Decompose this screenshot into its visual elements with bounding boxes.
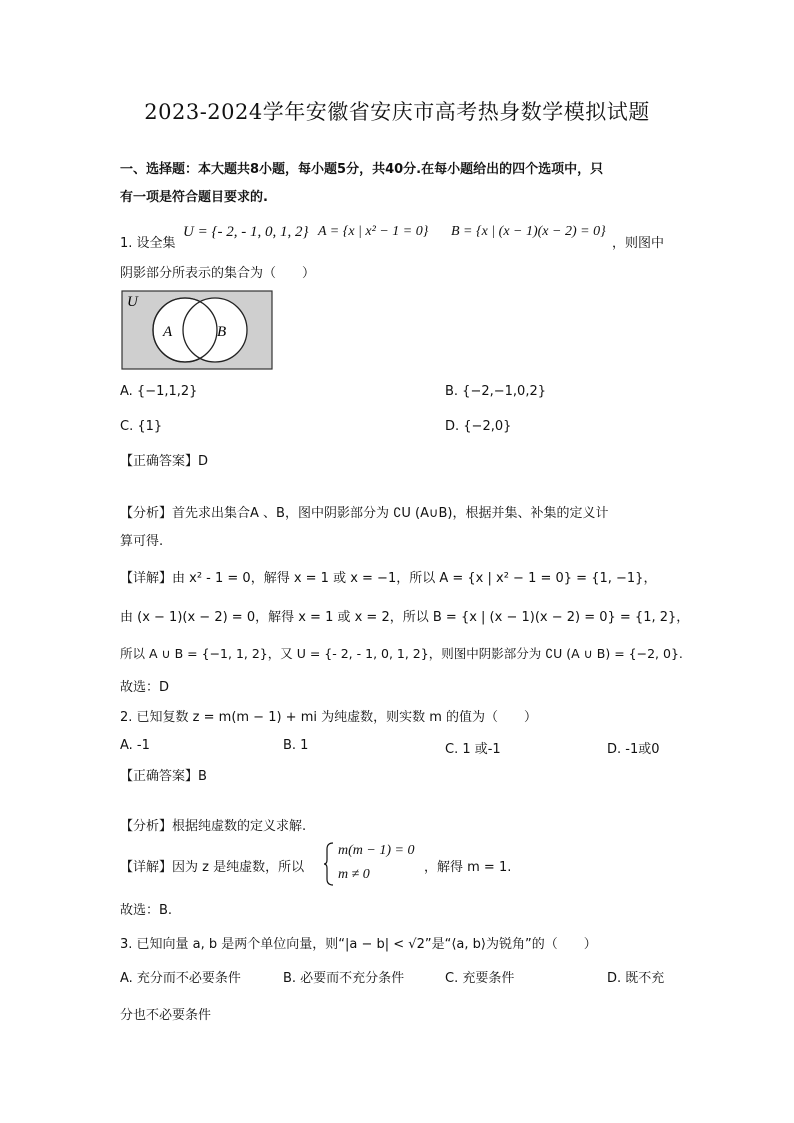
section-heading-line2: 有一项是符合题目要求的. bbox=[120, 190, 268, 205]
q1-detail-line3: 所以 A ∪ B = {−1, 1, 2}，又 U = {- 2, - 1, 0, 1, 2}，则图中阴影部分为 ∁U (A ∪ B) = {−2, 0}. bbox=[120, 646, 683, 661]
q2-detail-prefix: 【详解】因为 z 是纯虚数，所以 bbox=[120, 860, 305, 875]
venn-diagram bbox=[121, 290, 273, 370]
q3-option-b[interactable]: B. 必要而不充分条件 bbox=[283, 971, 405, 986]
q2-system-eq2: m ≠ 0 bbox=[338, 867, 370, 882]
q3-option-d-continued: 分也不必要条件 bbox=[120, 1008, 212, 1023]
q3-option-d[interactable]: D. 既不充 bbox=[607, 971, 665, 986]
q3-stem: 3. 已知向量 a, b 是两个单位向量，则“|a − b| < √2”是“⟨a, b⟩为锐角”的（ ） bbox=[120, 937, 597, 952]
q1-analysis-line1: 【分析】首先求出集合A 、B，图中阴影部分为 ∁U (A∪B)，根据并集、补集的定义计 bbox=[120, 506, 609, 521]
q2-choose: 故选：B. bbox=[120, 903, 173, 918]
q1-U-set: U = {- 2, - 1, 0, 1, 2} bbox=[183, 224, 309, 240]
venn-label-U: U bbox=[127, 294, 138, 310]
q1-option-d[interactable]: D. {−2,0} bbox=[445, 419, 512, 434]
q2-answer: 【正确答案】B bbox=[120, 769, 207, 784]
q2-stem: 2. 已知复数 z = m(m − 1) + mi 为纯虚数，则实数 m 的值为（ ） bbox=[120, 710, 538, 725]
q2-detail-suffix: ，解得 m = 1. bbox=[424, 860, 512, 875]
q1-line2: 阴影部分所表示的集合为（ ） bbox=[120, 266, 316, 281]
q1-A-set: A = {x | x² − 1 = 0} bbox=[318, 224, 429, 239]
q1-option-a[interactable]: A. {−1,1,2} bbox=[120, 384, 198, 399]
q1-detail-line2: 由 (x − 1)(x − 2) = 0，解得 x = 1 或 x = 2，所以 B = {x | (x − 1)(x − 2) = 0} = {1, 2}， bbox=[120, 610, 690, 625]
venn-label-A: A bbox=[163, 324, 173, 340]
q3-option-c[interactable]: C. 充要条件 bbox=[445, 971, 515, 986]
q2-option-c[interactable]: C. 1 或-1 bbox=[445, 742, 501, 757]
q1-option-b[interactable]: B. {−2,−1,0,2} bbox=[445, 384, 546, 399]
q2-system-eq1: m(m − 1) = 0 bbox=[338, 843, 415, 858]
system-brace bbox=[323, 841, 335, 887]
q1-detail-line1: 【详解】由 x² - 1 = 0，解得 x = 1 或 x = −1，所以 A = {x | x² − 1 = 0} = {1, −1}， bbox=[120, 571, 657, 586]
q2-option-a[interactable]: A. -1 bbox=[120, 738, 150, 753]
page-title: 2023-2024学年安徽省安庆市高考热身数学模拟试题 bbox=[144, 100, 650, 124]
q3-option-a[interactable]: A. 充分而不必要条件 bbox=[120, 971, 241, 986]
q1-option-c[interactable]: C. {1} bbox=[120, 419, 163, 434]
q2-analysis: 【分析】根据纯虚数的定义求解. bbox=[120, 819, 307, 834]
set-B-circle bbox=[183, 298, 247, 362]
q2-option-b[interactable]: B. 1 bbox=[283, 738, 309, 753]
q1-prefix: 1. 设全集 bbox=[120, 236, 176, 251]
q1-suffix: ，则图中 bbox=[612, 236, 665, 251]
q1-B-set: B = {x | (x − 1)(x − 2) = 0} bbox=[451, 224, 606, 239]
q1-answer: 【正确答案】D bbox=[120, 454, 209, 469]
q2-option-d[interactable]: D. -1或0 bbox=[607, 742, 660, 757]
q1-choose: 故选：D bbox=[120, 680, 170, 695]
venn-label-B: B bbox=[217, 324, 227, 340]
section-heading-line1: 一、选择题：本大题共8小题，每小题5分，共40分.在每小题给出的四个选项中，只 bbox=[120, 162, 604, 177]
q1-analysis-line2: 算可得. bbox=[120, 534, 164, 549]
